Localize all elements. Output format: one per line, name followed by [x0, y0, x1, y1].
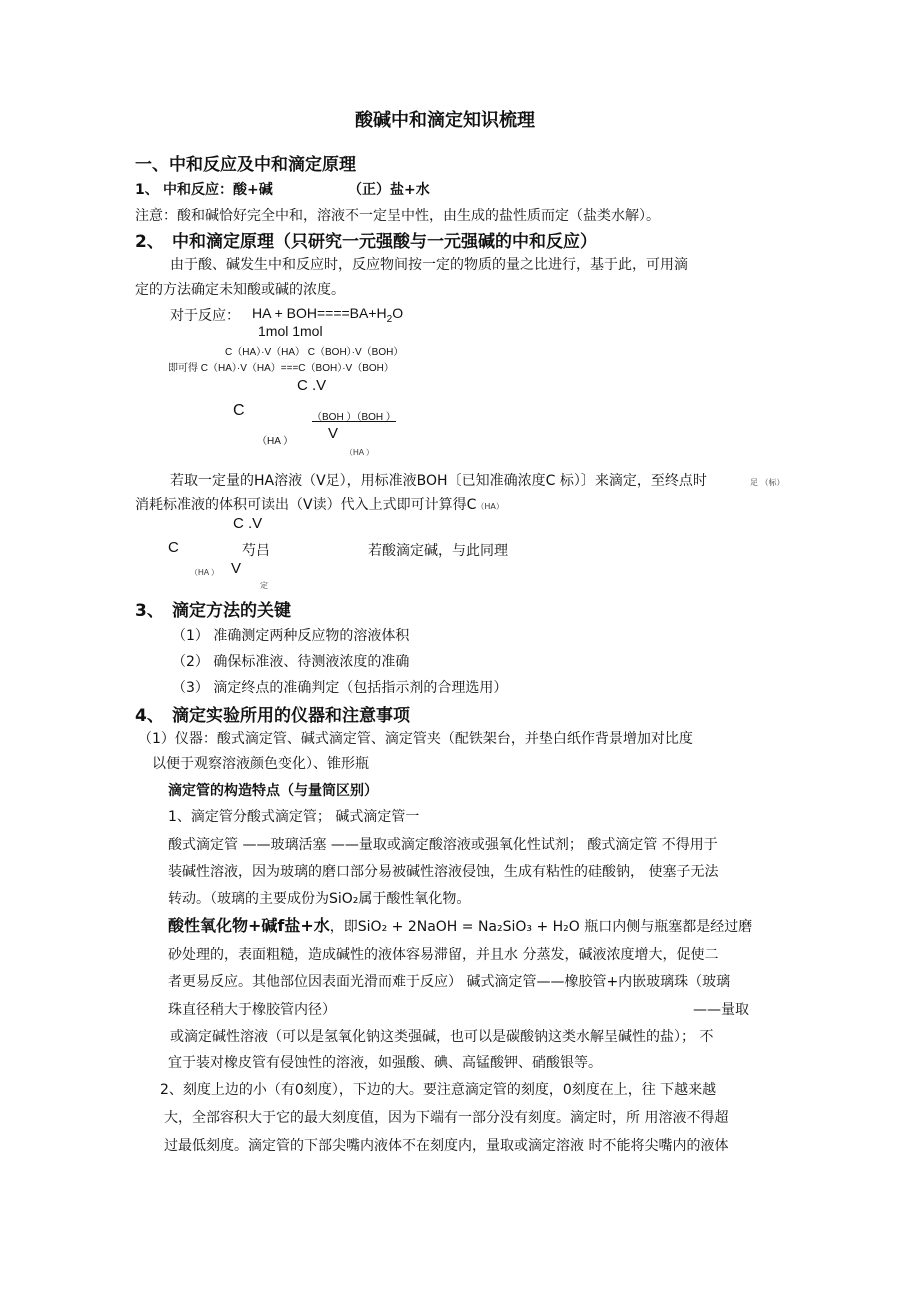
fraction-den-sub: （HA ） — [257, 436, 294, 447]
body-line-13: 过最低刻度。滴定管的下部尖嘴内液体不在刻度内，量取或滴定溶液 时不能将尖嘴内的液体 — [164, 1138, 729, 1154]
body-line-11: 2、刻度上边的小（有0刻度），下边的大。要注意滴定管的刻度，0刻度在上，往 下越来越 — [160, 1082, 717, 1098]
reaction: HA + $BOH====BA+H_2O$ — [252, 305, 404, 325]
body-line-8: 珠直径稍大于橡胶管内径） — [168, 1002, 336, 1018]
fraction-num-sub: （BOH ）（BOH ） — [312, 412, 396, 423]
body-line-5: 酸性氧化物+碱f盐+水，即SiO₂ + 2NaOH = Na₂SiO₃ + H₂O 瓶口内侧与瓶塞都是经过磨 — [168, 916, 753, 935]
mol-ratio: 1mol 1mol — [258, 323, 323, 339]
reaction-label: 对于反应： — [170, 308, 240, 324]
dash-measure: ——量取 — [693, 1002, 749, 1018]
body-line-3: 装碱性溶液，因为玻璃的磨口部分易被碱性溶液侵蚀，生成有粘性的硅酸钠， 使塞子无法 — [168, 864, 719, 880]
section-heading-1: 一、中和反应及中和滴定原理 — [135, 155, 356, 175]
body-line-6: 砂处理的，表面粗糙，造成碱性的液体容易滞留，并且水 分蒸发，碱液浓度增大，促使二 — [168, 947, 719, 963]
item4-num: 4、 — [135, 706, 164, 726]
instruments-2: 以便于观察溶液颜色变化）、锥形瓶 — [152, 756, 369, 772]
body-line-10: 宜于装对橡皮管有侵蚀性的溶液，如强酸、碘、高锰酸钾、硝酸银等。 — [168, 1055, 602, 1071]
body-line-1: 1、滴定管分酸式滴定管； 碱式滴定管一 — [168, 809, 420, 825]
body-line-4: 转动。（玻璃的主要成份为SiO₂属于酸性氧化物。 — [168, 891, 471, 907]
para2: 定的方法确定未知酸或碱的浓度。 — [135, 282, 345, 298]
note: 注意：酸和碱恰好完全中和，溶液不一定呈中性，由生成的盐性质而定（盐类水解）。 — [135, 208, 660, 224]
fraction2-mid: 芍吕 — [242, 543, 270, 559]
equation-2: 即可得 C（HA）·V（HA）===C（BOH）·V（BOH） — [168, 363, 394, 374]
body-line-12: 大，全部容积大于它的最大刻度值，因为下端有一部分没有刻度。滴定时，所 用溶液不得超 — [164, 1110, 729, 1126]
item3-text: 滴定方法的关键 — [172, 601, 291, 621]
instruments-1: （1）仪器：酸式滴定管、碱式滴定管、滴定管夹（配铁架台，并垫白纸作背景增加对比度 — [138, 731, 693, 747]
para3: 若取一定量的HA溶液（V足），用标准液BOH〔已知准确浓度C 标）〕来滴定，至终点时 — [170, 473, 707, 489]
item1-text: 中和反应：酸+碱 — [163, 182, 273, 198]
key-2: （2） 确保标准液、待测液浓度的准确 — [172, 654, 410, 670]
fraction2-c: C — [168, 539, 179, 556]
fraction-v: V — [328, 425, 339, 442]
para3-small: 足 （标） — [750, 478, 785, 487]
item4-text: 滴定实验所用的仪器和注意事项 — [172, 706, 410, 726]
page-title: 酸碱中和滴定知识梳理 — [355, 110, 535, 131]
para4: 消耗标准液的体积可读出（V读）代入上式即可计算得C（HA） — [135, 497, 504, 513]
fraction-v-sub: （HA ） — [345, 448, 374, 457]
para1: 由于酸、碱发生中和反应时，反应物间按一定的物质的量之比进行，基于此，可用滴 — [170, 257, 688, 273]
fraction2-v: V — [231, 560, 242, 577]
item2-num: 2、 — [135, 232, 164, 252]
body-line-7: 者更易反应。其他部位因表面光滑而难于反应） 碱式滴定管——橡胶管+内嵌玻璃珠（玻璃 — [168, 974, 731, 990]
fraction2-sub: （HA ） — [190, 568, 219, 577]
key-1: （1） 准确测定两种反应物的溶液体积 — [172, 628, 410, 644]
item1-num: 1、 — [135, 182, 159, 198]
body-line-2: 酸式滴定管 ——玻璃活塞 ——量取或滴定酸溶液或强氧化性试剂； 酸式滴定管 不得用于 — [168, 837, 718, 853]
item1-mid: （正）盐+水 — [348, 182, 430, 198]
body-line-9: 或滴定碱性溶液（可以是氢氧化钠这类强碱，也可以是碳酸钠这类水解呈碱性的盐）； 不 — [170, 1029, 714, 1045]
item3-num: 3、 — [135, 601, 164, 621]
fraction2-note: 若酸滴定碱，与此同理 — [368, 543, 508, 559]
fraction2-v-sub: 定 — [260, 581, 268, 590]
equation-1: C（HA）·V（HA） C（BOH）·V（BOH） — [225, 347, 404, 358]
fraction2-numerator: C .V — [233, 515, 263, 532]
fraction-c: C — [233, 402, 245, 419]
key-3: （3） 滴定终点的准确判定（包括指示剂的合理选用） — [172, 680, 508, 696]
sub-heading: 滴定管的构造特点（与量筒区别） — [168, 783, 378, 799]
fraction-numerator: C .V — [297, 377, 327, 394]
item2-text: 中和滴定原理（只研究一元强酸与一元强碱的中和反应） — [172, 232, 597, 252]
